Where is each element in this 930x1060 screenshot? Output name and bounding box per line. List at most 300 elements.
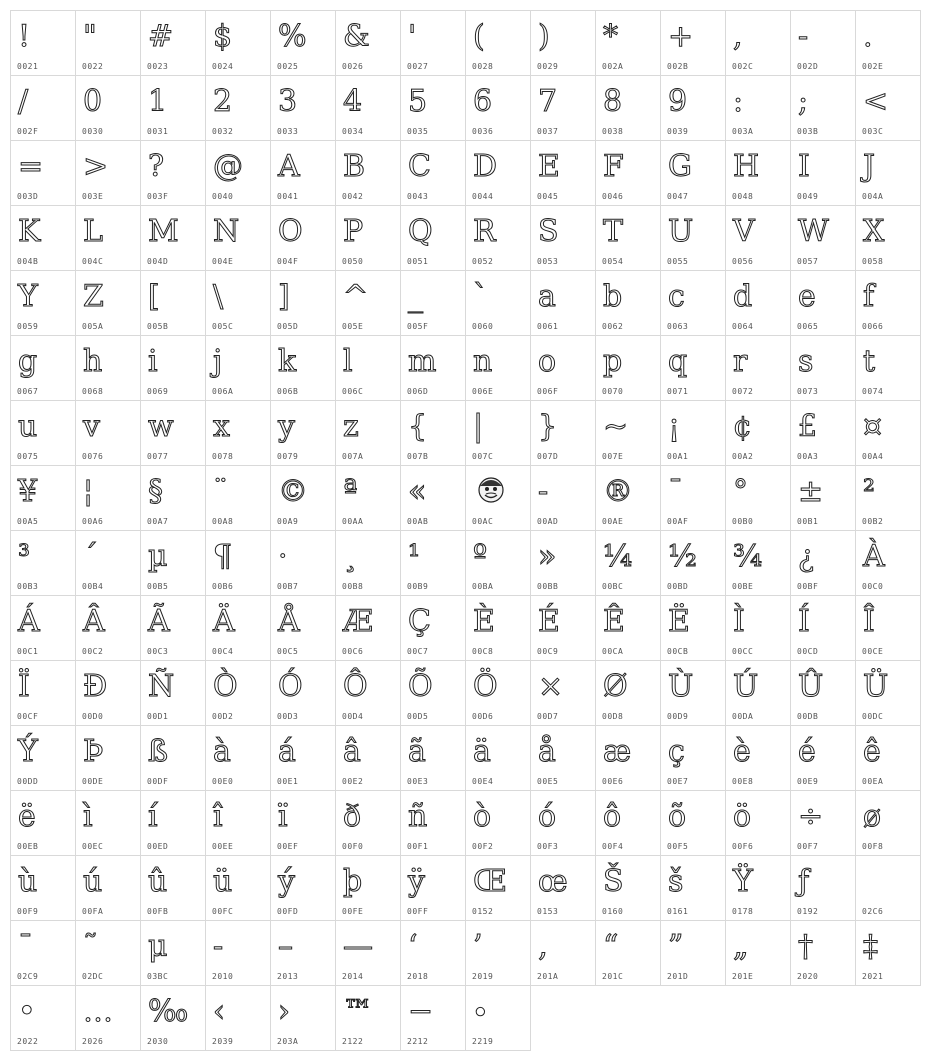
glyph-preview: b (603, 279, 623, 314)
glyph-preview: } (538, 409, 558, 444)
glyph-preview: ) (538, 19, 550, 54)
glyph-cell (400, 790, 466, 856)
glyph-cell (790, 400, 856, 466)
glyph-code: 00CE (862, 647, 884, 656)
glyph-cell (660, 140, 726, 206)
glyph-preview: I (798, 149, 810, 184)
glyph-code: 00FC (212, 907, 234, 916)
glyph-cell (10, 985, 76, 1051)
glyph-code: 0040 (212, 192, 234, 201)
glyph-preview: S (538, 214, 559, 249)
glyph-code: 00C5 (277, 647, 299, 656)
glyph-cell (595, 205, 661, 271)
glyph-preview: ò (473, 799, 492, 834)
glyph-cell (465, 660, 531, 726)
glyph-code: 0076 (82, 452, 104, 461)
glyph-code: 007D (537, 452, 559, 461)
glyph-code: 0045 (537, 192, 559, 201)
glyph-cell (400, 10, 466, 76)
glyph-preview: K (18, 214, 41, 249)
glyph-cell (140, 75, 206, 141)
glyph-preview: Ê (603, 604, 625, 639)
glyph-preview: l (343, 344, 353, 379)
glyph-preview: » (538, 539, 557, 574)
glyph-preview: ¢ (733, 409, 753, 444)
glyph-cell (335, 140, 401, 206)
glyph-cell (205, 75, 271, 141)
glyph-cell (75, 595, 141, 661)
glyph-code: 004E (212, 257, 234, 266)
glyph-cell (790, 855, 856, 921)
glyph-code: 0062 (602, 322, 624, 331)
glyph-code: 005E (342, 322, 364, 331)
glyph-cell (465, 270, 531, 336)
glyph-cell (530, 920, 596, 986)
glyph-preview: 1 (148, 84, 168, 119)
glyph-code: 2212 (407, 1037, 429, 1046)
glyph-cell (400, 660, 466, 726)
glyph-code: 0030 (82, 127, 104, 136)
glyph-preview: 0 (83, 84, 103, 119)
glyph-code: 00DB (797, 712, 819, 721)
glyph-preview: ó (538, 799, 557, 834)
glyph-cell (725, 595, 791, 661)
glyph-cell (205, 270, 271, 336)
glyph-code: 00E4 (472, 777, 494, 786)
glyph-cell (855, 855, 921, 921)
glyph-cell (595, 725, 661, 791)
glyph-preview: m (408, 344, 437, 379)
glyph-cell (530, 75, 596, 141)
glyph-preview: Ñ (148, 669, 175, 704)
glyph-preview: μ (148, 929, 168, 964)
glyph-grid (10, 10, 920, 1050)
glyph-preview: † (798, 929, 813, 964)
glyph-preview: 7 (538, 84, 558, 119)
glyph-cell (595, 140, 661, 206)
glyph-cell (595, 530, 661, 596)
glyph-cell (270, 400, 336, 466)
glyph-code: 0051 (407, 257, 429, 266)
glyph-cell (465, 75, 531, 141)
glyph-code: 00FF (407, 907, 429, 916)
glyph-cell (270, 10, 336, 76)
glyph-code: 0067 (17, 387, 39, 396)
glyph-cell (205, 335, 271, 401)
glyph-code: 03BC (147, 972, 169, 981)
glyph-cell (75, 855, 141, 921)
glyph-code: 02DC (82, 972, 104, 981)
glyph-cell (595, 855, 661, 921)
glyph-code: 00A4 (862, 452, 884, 461)
glyph-code: 2014 (342, 972, 364, 981)
glyph-cell (10, 75, 76, 141)
glyph-preview: Ö (473, 669, 498, 704)
glyph-cell (140, 270, 206, 336)
glyph-code: 0077 (147, 452, 169, 461)
glyph-preview: { (408, 409, 428, 444)
glyph-code: 004A (862, 192, 884, 201)
cartoon-face-icon (476, 474, 506, 506)
glyph-cell (400, 335, 466, 401)
glyph-preview: f (863, 279, 875, 314)
glyph-cell (855, 790, 921, 856)
glyph-code: 0161 (667, 907, 689, 916)
glyph-code: 201E (732, 972, 754, 981)
glyph-code: 00B1 (797, 517, 819, 526)
glyph-code: 0058 (862, 257, 884, 266)
glyph-code: 00E9 (797, 777, 819, 786)
glyph-code: 0069 (147, 387, 169, 396)
glyph-cell (205, 205, 271, 271)
glyph-preview: ¶ (213, 539, 233, 574)
glyph-code: 0063 (667, 322, 689, 331)
glyph-cell (335, 75, 401, 141)
glyph-cell (270, 530, 336, 596)
glyph-preview: ¡ (668, 409, 681, 444)
glyph-code: 00A7 (147, 517, 169, 526)
glyph-code: 0039 (667, 127, 689, 136)
glyph-cell (790, 335, 856, 401)
glyph-code: 0024 (212, 62, 234, 71)
glyph-code: 00EB (17, 842, 39, 851)
glyph-preview: ² (863, 474, 876, 509)
glyph-code: 00C8 (472, 647, 494, 656)
glyph-code: 00BD (667, 582, 689, 591)
glyph-code: 00A9 (277, 517, 299, 526)
glyph-preview: Â (83, 604, 105, 639)
glyph-code: 2022 (17, 1037, 39, 1046)
glyph-preview: 6 (473, 84, 493, 119)
glyph-cell (400, 530, 466, 596)
glyph-cell (335, 855, 401, 921)
glyph-preview: . (863, 19, 873, 54)
glyph-code: 0066 (862, 322, 884, 331)
glyph-code: 00DD (17, 777, 39, 786)
glyph-preview: Ì (733, 604, 745, 639)
glyph-preview: œ (538, 864, 568, 899)
glyph-preview: " (83, 19, 97, 54)
glyph-preview: ¥ (18, 474, 38, 509)
glyph-code: 00A1 (667, 452, 689, 461)
glyph-cell (465, 855, 531, 921)
glyph-code: 005D (277, 322, 299, 331)
glyph-code: 002C (732, 62, 754, 71)
glyph-cell (855, 530, 921, 596)
glyph-preview: V (733, 214, 755, 249)
glyph-code: 00A3 (797, 452, 819, 461)
glyph-code: 00DC (862, 712, 884, 721)
glyph-code: 0028 (472, 62, 494, 71)
glyph-cell (725, 140, 791, 206)
glyph-preview: Æ (343, 604, 374, 639)
glyph-code: 003A (732, 127, 754, 136)
glyph-code: 00CA (602, 647, 624, 656)
glyph-cell (660, 335, 726, 401)
glyph-cell (335, 400, 401, 466)
glyph-code: 00AA (342, 517, 364, 526)
glyph-code: 2122 (342, 1037, 364, 1046)
glyph-code: 00C9 (537, 647, 559, 656)
glyph-code: 00F6 (732, 842, 754, 851)
glyph-preview: ú (83, 864, 103, 899)
glyph-preview: è (733, 734, 751, 769)
glyph-cell (530, 400, 596, 466)
glyph-code: 0192 (797, 907, 819, 916)
glyph-preview: ( (473, 19, 485, 54)
glyph-code: 00B9 (407, 582, 429, 591)
glyph-cell (270, 205, 336, 271)
glyph-cell (660, 465, 726, 531)
glyph-preview: ` (473, 279, 488, 314)
glyph-preview: – (278, 929, 293, 964)
glyph-cell (790, 595, 856, 661)
glyph-preview: ~ (603, 409, 629, 444)
glyph-preview: ü (213, 864, 233, 899)
glyph-preview: 2 (213, 84, 233, 119)
glyph-cell (140, 595, 206, 661)
glyph-preview: — (343, 929, 373, 964)
glyph-code: 0049 (797, 192, 819, 201)
glyph-cell (140, 530, 206, 596)
glyph-cell (790, 920, 856, 986)
glyph-code: 00B6 (212, 582, 234, 591)
glyph-code: 00D3 (277, 712, 299, 721)
glyph-cell (400, 725, 466, 791)
glyph-preview: = (18, 149, 44, 184)
glyph-preview: ´ (83, 539, 98, 574)
glyph-code: 00BB (537, 582, 559, 591)
glyph-cell (595, 270, 661, 336)
glyph-cell (270, 595, 336, 661)
glyph-cell (205, 10, 271, 76)
glyph-cell (530, 660, 596, 726)
glyph-cell (270, 465, 336, 531)
glyph-cell (140, 400, 206, 466)
glyph-cell (140, 335, 206, 401)
glyph-preview: ½ (668, 539, 698, 574)
glyph-cell (270, 270, 336, 336)
glyph-code: 00AD (537, 517, 559, 526)
glyph-cell (790, 530, 856, 596)
glyph-preview: ? (148, 149, 165, 184)
glyph-code: 00DA (732, 712, 754, 721)
glyph-cell (660, 595, 726, 661)
glyph-cell (10, 530, 76, 596)
glyph-preview: ' (408, 19, 417, 54)
glyph-code: 0033 (277, 127, 299, 136)
glyph-preview: ‡ (863, 929, 878, 964)
glyph-cell (595, 335, 661, 401)
glyph-preview: @ (213, 149, 243, 184)
glyph-preview: e (798, 279, 816, 314)
glyph-cell (855, 10, 921, 76)
glyph-code: 00A2 (732, 452, 754, 461)
glyph-preview: z (343, 409, 359, 444)
glyph-preview: · (278, 539, 288, 574)
glyph-cell (530, 790, 596, 856)
glyph-code: 0073 (797, 387, 819, 396)
glyph-cell (205, 790, 271, 856)
glyph-code: 005F (407, 322, 429, 331)
glyph-preview: n (473, 344, 493, 379)
glyph-preview: í (148, 799, 158, 834)
glyph-preview: % (278, 19, 307, 54)
glyph-preview: « (408, 474, 427, 509)
glyph-preview: â (343, 734, 361, 769)
glyph-preview: Ù (668, 669, 694, 704)
glyph-code: 0043 (407, 192, 429, 201)
glyph-code: 00C7 (407, 647, 429, 656)
glyph-code: 0079 (277, 452, 299, 461)
glyph-preview: ï (278, 799, 288, 834)
glyph-preview: ± (798, 474, 824, 509)
glyph-preview: ë (18, 799, 36, 834)
glyph-code: 00E2 (342, 777, 364, 786)
glyph-cell (10, 335, 76, 401)
glyph-preview: Ó (278, 669, 303, 704)
glyph-preview: − (408, 994, 434, 1029)
glyph-preview: G (668, 149, 692, 184)
glyph-preview: ‐ (213, 929, 224, 964)
glyph-cell (855, 270, 921, 336)
glyph-cell (400, 205, 466, 271)
glyph-code: 007E (602, 452, 624, 461)
glyph-preview: / (18, 84, 29, 119)
glyph-code: 0075 (17, 452, 39, 461)
glyph-preview: ƒ (798, 864, 810, 899)
glyph-preview: ù (18, 864, 38, 899)
glyph-preview: Þ (83, 734, 104, 769)
glyph-preview: ‰ (148, 994, 189, 1029)
glyph-preview: ñ (408, 799, 428, 834)
glyph-preview: ’ (473, 929, 483, 964)
glyph-code: 2013 (277, 972, 299, 981)
glyph-cell (725, 920, 791, 986)
glyph-preview: § (148, 474, 163, 509)
glyph-code: 00FA (82, 907, 104, 916)
glyph-cell (270, 790, 336, 856)
glyph-cell (530, 725, 596, 791)
glyph-cell (10, 270, 76, 336)
glyph-preview: * (603, 19, 618, 54)
glyph-preview: h (83, 344, 103, 379)
glyph-preview: ß (148, 734, 169, 769)
glyph-cell (595, 595, 661, 661)
glyph-cell (465, 205, 531, 271)
glyph-cell (660, 920, 726, 986)
glyph-code: 00F2 (472, 842, 494, 851)
glyph-preview: [ (148, 279, 160, 314)
glyph-cell (270, 75, 336, 141)
glyph-preview: F (603, 149, 624, 184)
glyph-preview: Ý (18, 734, 38, 769)
glyph-code: 00F4 (602, 842, 624, 851)
glyph-preview: ˉ (18, 929, 33, 964)
glyph-preview: • (18, 994, 36, 1029)
glyph-code: 0152 (472, 907, 494, 916)
glyph-preview: t (863, 344, 876, 379)
glyph-code: 00D2 (212, 712, 234, 721)
glyph-cell (10, 140, 76, 206)
glyph-preview: æ (603, 734, 632, 769)
glyph-cell (595, 465, 661, 531)
glyph-cell (335, 335, 401, 401)
glyph-cell (660, 855, 726, 921)
glyph-code: 0025 (277, 62, 299, 71)
glyph-code: 00D0 (82, 712, 104, 721)
glyph-preview: Î (863, 604, 875, 639)
glyph-preview: R (473, 214, 496, 249)
glyph-preview: N (213, 214, 240, 249)
glyph-cell (270, 985, 336, 1051)
glyph-code: 006E (472, 387, 494, 396)
glyph-code: 00DF (147, 777, 169, 786)
glyph-preview: È (473, 604, 495, 639)
glyph-cell (725, 75, 791, 141)
glyph-preview: ‘ (408, 929, 418, 964)
glyph-code: 002F (17, 127, 39, 136)
glyph-code: 00C3 (147, 647, 169, 656)
glyph-code: 00C4 (212, 647, 234, 656)
glyph-cell (140, 660, 206, 726)
glyph-preview: ° (733, 474, 748, 509)
glyph-preview: ¹ (408, 539, 421, 574)
glyph-cell (660, 75, 726, 141)
glyph-preview: # (148, 19, 174, 54)
glyph-cell (530, 140, 596, 206)
glyph-code: 007C (472, 452, 494, 461)
glyph-cell (465, 530, 531, 596)
glyph-code: 00E0 (212, 777, 234, 786)
glyph-code: 0037 (537, 127, 559, 136)
glyph-cell (205, 855, 271, 921)
glyph-code: 0061 (537, 322, 559, 331)
glyph-cell (205, 595, 271, 661)
glyph-cell (140, 140, 206, 206)
glyph-code: 0060 (472, 322, 494, 331)
glyph-preview: y (278, 409, 295, 444)
glyph-cell (140, 855, 206, 921)
glyph-cell (465, 725, 531, 791)
glyph-cell (335, 595, 401, 661)
glyph-cell (335, 10, 401, 76)
glyph-cell (465, 335, 531, 401)
glyph-code: 0153 (537, 907, 559, 916)
glyph-preview: Á (18, 604, 40, 639)
glyph-code: 0160 (602, 907, 624, 916)
glyph-code: 006F (537, 387, 559, 396)
glyph-preview: : (733, 84, 744, 119)
glyph-cell (465, 400, 531, 466)
glyph-cell (790, 465, 856, 531)
glyph-cell (595, 400, 661, 466)
glyph-code: 00BE (732, 582, 754, 591)
glyph-cell (725, 790, 791, 856)
glyph-code: 02C9 (17, 972, 39, 981)
glyph-code: 00CF (17, 712, 39, 721)
glyph-code: 006B (277, 387, 299, 396)
glyph-cell (140, 985, 206, 1051)
glyph-preview: ö (733, 799, 752, 834)
glyph-code: 0052 (472, 257, 494, 266)
glyph-preview: þ (343, 864, 363, 899)
glyph-cell (725, 465, 791, 531)
glyph-preview: ç (668, 734, 685, 769)
glyph-cell (10, 400, 76, 466)
glyph-preview: á (278, 734, 296, 769)
glyph-preview: j (213, 344, 223, 379)
